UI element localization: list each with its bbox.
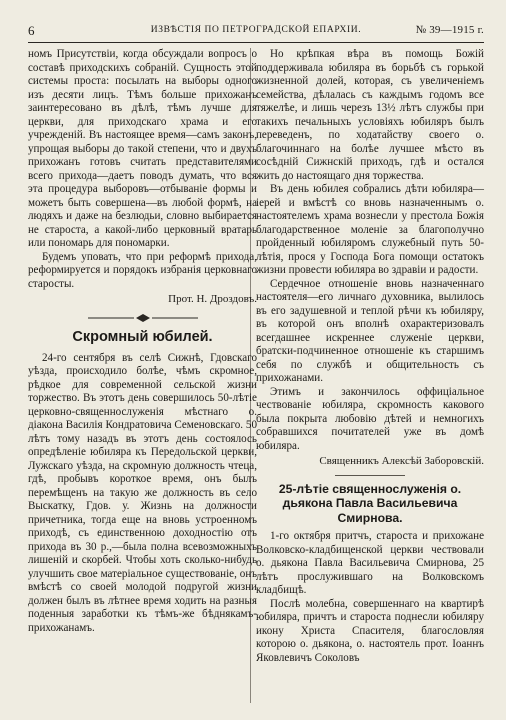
page-number: 6 <box>28 23 35 38</box>
paragraph: Будемъ уповать, что при реформѣ прихода, реформируется и порядокъ избранія церковнаго старосты. <box>28 250 257 290</box>
article-heading: Скромный юбилей. <box>72 328 213 345</box>
paragraph: Въ день юбилея собрались дѣти юбиляра—іерей и вмѣстѣ со вновь назначеннымъ о. настоятелемъ храма вознесли у престола Божія благодарственное моленіе за благополучно пройденный юбиляромъ служебный путь 50-лѣтія, прося у Господа Бога помощи остатокъ жизни провести юбиляра во здравіи и радости. <box>256 183 484 276</box>
paragraph: номъ Присутствіи, когда обсуждали вопросъ о составѣ приходскихъ собраній. Сущность этой системы проста: посылать на выборы одного изъ десяти лицъ. Тѣмъ больше прихожанъ заинтересовано въ дѣлѣ, тѣмъ лучше для церкви, для приходскаго храма и его учрежденій. Въ настоящее время—самъ законъ, упрощая выборы до такой степени, что и двухъ прихожанъ готовъ считать представителями всего прихода—даетъ поводъ думать, что вся эта процедура выборовъ—отбываніе формы и можетъ быть совершена—въ любой формѣ, на людяхъ и даже на безлюдьи, словно выбирается не староста, а какой-либо церковный вратарь или пономарь для пономарки. <box>28 48 257 249</box>
paragraph: Сердечное отношеніе вновь назначеннаго настоятеля—его личнаго духовника, вылилось въ его задушевной и теплой рѣчи къ юбиляру, въ которой онъ вполнѣ охарактеризовалъ всегдашнее искреннее служеніе церкви, братски-подчиненное отношеніе къ старшимъ себя по службѣ и общительность съ прихожанами. <box>256 277 484 384</box>
journal-title: ИЗВѢСТІЯ ПО ПЕТРОГРАДСКОЙ ЕПАРХІИ. <box>150 25 362 35</box>
article-heading: 25-лѣтіе священнослуженія о. дьякона Павла Васильевича Смирнова. <box>278 481 462 525</box>
paragraph: Но крѣпкая вѣра въ помощь Божій поддерживала юбиляра въ борьбѣ съ горькой жизненной долей, которая, съ увеличеніемъ семейства, дѣлалась съ каждымъ годомъ все тяжелѣе, и лишь черезъ 13½ лѣтъ службы при такихъ печальныхъ условіяхъ юбиляръ былъ переведенъ, по ходатайству своего о. благочиннаго на болѣе лучшее мѣсто въ сосѣдній Сижнскій приходъ, гдѣ и остался жить до настоящаго дня торжества. <box>256 48 484 182</box>
page-header <box>28 20 484 43</box>
paragraph: Послѣ молебна, совершеннаго на квартирѣ юбиляра, причтъ и староста поднесли юбиляру икону Христа Спасителя, благословляя которою о. дьякона, о. настоятель прот. Іоаннъ Яковлевичъ Соколовъ <box>256 597 484 664</box>
issue-number: № 39—1915 г. <box>415 24 484 36</box>
right-column <box>256 48 484 665</box>
signature: Прот. Н. Дроздовъ. <box>168 293 257 305</box>
signature: Священникъ Алексѣй Заборовскій. <box>319 455 484 467</box>
paragraph: 1-го октября притчъ, староста и прихожане Волковско-кладбищенской церкви чествовали о. дьякона Павла Васильевича Смирнова, 25 лѣтъ прослужившаго на Волковскомъ кладбищѣ. <box>256 530 484 596</box>
section-rule <box>335 475 405 476</box>
paragraph: Этимъ и закончилось оффиціальное чествованіе юбиляра, скромность какового была покрыта любовію дѣтей и немногихъ собравшихся почитателей уже въ домѣ юбиляра. <box>256 385 484 452</box>
ornament-divider <box>28 313 257 323</box>
left-column <box>28 48 257 635</box>
paragraph: 24-го сентября въ селѣ Сижнѣ, Гдовскаго уѣзда, происходило болѣе, чѣмъ скромное, рѣдкое для современной сельской жизни торжество. Въ этотъ день совершилось 50-лѣтіе церковно-священнослуженія мѣстнаго о. діакона Василія Кондратовича Семеновскаго. 50 лѣтъ тому назадъ въ этотъ день состоялось опредѣленіе юбиляра къ Передольской церкви, Лужскаго уѣзда, на скромную должность чтеца, гдѣ, пробывъ короткое время, онъ былъ перемѣщенъ на такую же должность въ село Выскатку, Гдов. у. Жизнь на должности причетника, тогда еще на вновь устроенномъ приходѣ, съ единственною доходностію отъ прихода въ 30 р.,—была полна всевозможныхъ лишеній и скорбей. Чтобы хоть сколько-нибудь улучшить свое матеріальное существованіе, онъ вмѣстѣ со своей молодой подругой жизни должен былъ въ лѣтнее время ходить на разныя поденныя заработки къ тѣмъ-же бѣднякамъ-прихожанамъ. <box>28 351 257 634</box>
